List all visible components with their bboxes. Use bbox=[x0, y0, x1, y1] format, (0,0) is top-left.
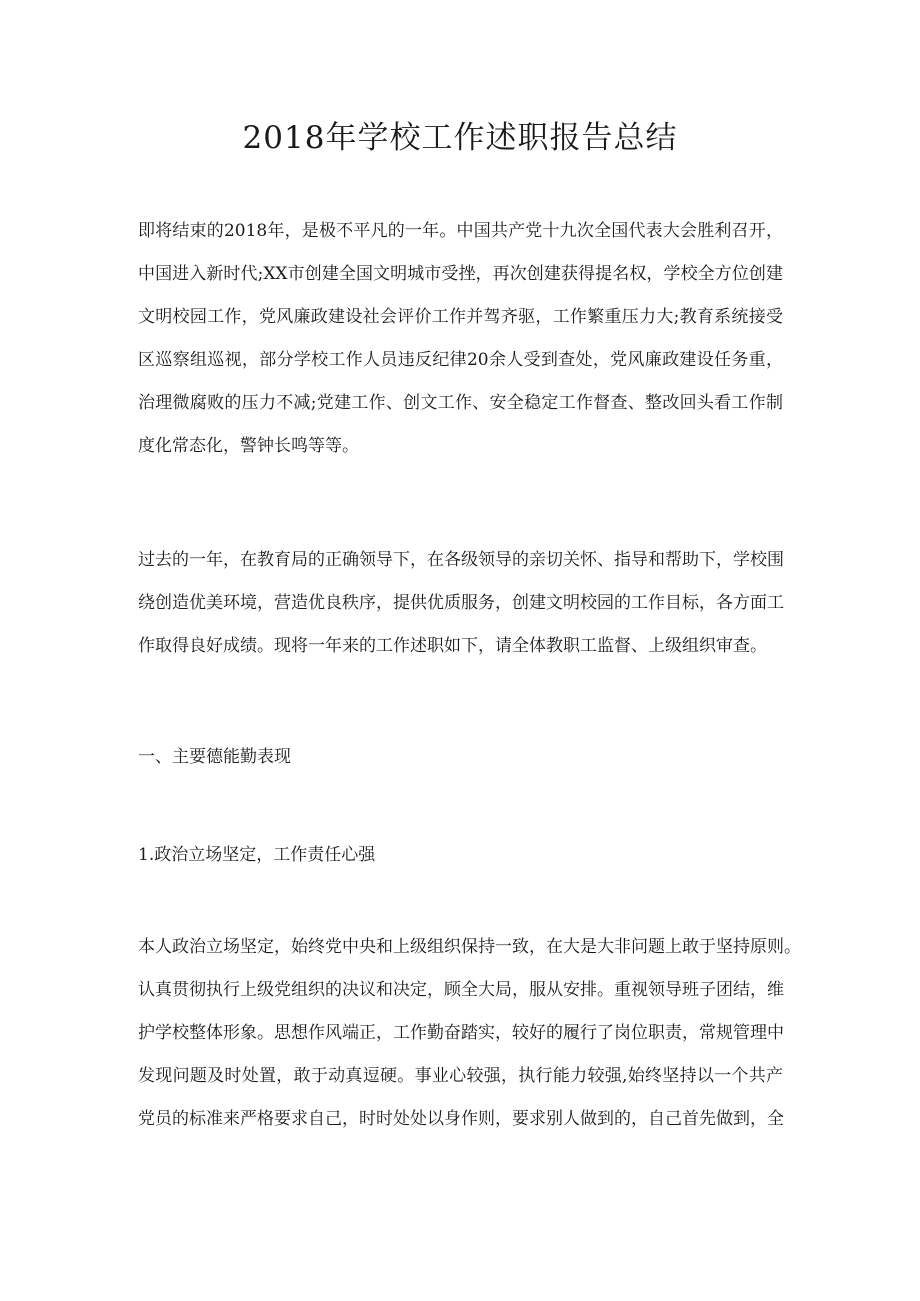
paragraph-line: 即将结束的2018年，是极不平凡的一年。中国共产党十九次全国代表大会胜利召开， bbox=[138, 221, 783, 241]
paragraph-line: 认真贯彻执行上级党组织的决议和决定，顾全大局，服从安排。重视领导班子团结，维 bbox=[138, 980, 784, 1000]
paragraph-line: 文明校园工作，党风廉政建设社会评价工作并驾齐驱，工作繁重压力大;教育系统接受 bbox=[138, 307, 783, 327]
paragraph-intro bbox=[138, 210, 783, 468]
paragraph-line: 中国进入新时代;XX市创建全国文明城市受挫，再次创建获得提名权，学校全方位创建 bbox=[138, 264, 783, 284]
document-title: 2018年学校工作述职报告总结 bbox=[242, 120, 678, 156]
paragraph-line: 绕创造优美环境，营造优良秩序，提供优质服务，创建文明校园的工作目标，各方面工 bbox=[138, 593, 784, 613]
section-heading: 一、主要德能勤表现 bbox=[138, 747, 291, 767]
paragraph-line: 党员的标准来严格要求自己，时时处处以身作则，要求别人做到的，自己首先做到，全 bbox=[138, 1109, 784, 1129]
paragraph-line: 治理微腐败的压力不减;党建工作、创文工作、安全稳定工作督查、整改回头看工作制 bbox=[138, 393, 783, 413]
paragraph-section1-body bbox=[138, 926, 801, 1141]
paragraph-review bbox=[138, 539, 783, 668]
paragraph-line: 发现问题及时处置，敢于动真逗硬。事业心较强，执行能力较强,始终坚持以一个共产 bbox=[138, 1066, 783, 1086]
paragraph-line: 区巡察组巡视，部分学校工作人员违反纪律20余人受到查处，党风廉政建设任务重， bbox=[138, 350, 783, 370]
paragraph-line: 作取得良好成绩。现将一年来的工作述职如下，请全体教职工监督、上级组织审查。 bbox=[138, 636, 767, 656]
paragraph-line: 度化常态化，警钟长鸣等等。 bbox=[138, 436, 359, 456]
paragraph-line: 护学校整体形象。思想作风端正，工作勤奋踏实，较好的履行了岗位职责，常规管理中 bbox=[138, 1023, 784, 1043]
paragraph-line: 本人政治立场坚定，始终党中央和上级组织保持一致，在大是大非问题上敢于坚持原则。 bbox=[138, 937, 801, 957]
subsection-heading: 1.政治立场坚定，工作责任心强 bbox=[138, 845, 376, 865]
paragraph-line: 过去的一年，在教育局的正确领导下，在各级领导的亲切关怀、指导和帮助下，学校围 bbox=[138, 550, 784, 570]
